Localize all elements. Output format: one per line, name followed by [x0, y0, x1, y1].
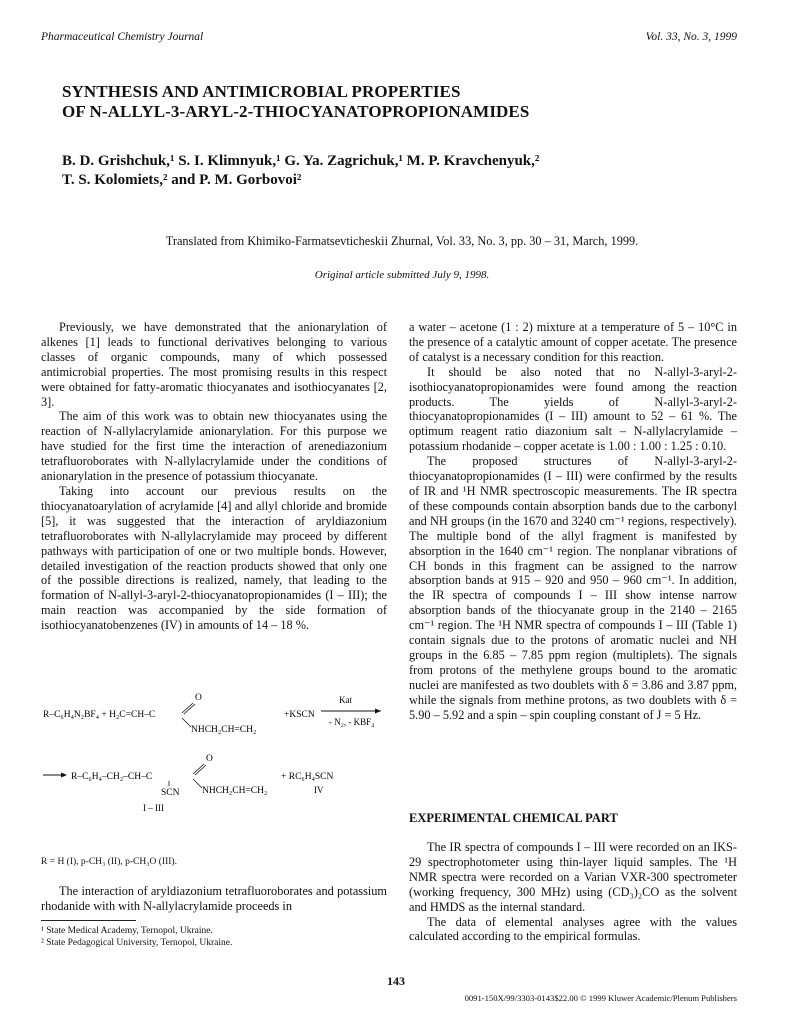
scheme-side-product: + RC₆H₄SCN [281, 772, 334, 782]
scheme-byproducts: - N₂, - KBF₄ [329, 717, 375, 727]
scheme-oxygen-2: O [206, 754, 213, 764]
article-title [62, 82, 742, 122]
paragraph: The IR spectra of compounds I – III were recorded on an IKS-29 spectrophotometer using thin-layer liquid samples. The ¹H NMR spectra were recorded on a Varian VXR-300 spectrometer (working frequency, 300 MHz) using (CD₃)₂CO as the solvent and HMDS as the internal standard. [409, 840, 737, 914]
left-column [41, 320, 387, 633]
volume-info: Vol. 33, No. 3, 1999 [645, 31, 737, 43]
footnote-divider [41, 920, 136, 921]
scheme-catalyst: Kat [339, 695, 352, 705]
scheme-label-iv: IV [314, 785, 324, 795]
scheme-reactants: R–C₆H₄N₂BF₄ + H₂C=CH–C [43, 710, 156, 720]
paragraph: The aim of this work was to obtain new thiocyanates using the reaction of N-allylacrylamide anionarylation. For this purpose we have studied for the first time the interaction of arenediazonium tetrafluoroborates with N-allylacrylamide under the conditions of anionarylation in the presence of potassium thiocyanate. [41, 409, 387, 484]
paragraph: Taking into account our previous results on the thiocyanatoarylation of acrylamide [4] and allyl chloride and bromide [5], it was suggested that the interaction of aryldiazonium tetrafluoroborates with N-allylacrylamide may proceed by different pathways with participation of one or two multiple bonds. However, detailed investigation of the reaction products showed that only one of the possible directions is realized, namely, that leading to the formation of N-allyl-3-aryl-2-thiocyanatopropionamides (I – III); the main reaction was accompanied by the side formation of isothiocyanatobenzenes (IV) in amounts of 14 – 18 %. [41, 483, 387, 633]
authors-line-1: B. D. Grishchuk,¹ S. I. Klimnyuk,¹ G. Ya. Zagrichuk,¹ M. P. Kravchenyuk,² [62, 153, 540, 169]
translation-note: Translated from Khimiko-Farmatsevticheskii Zhurnal, Vol. 33, No. 3, pp. 30 – 31, March, 1999. [165, 234, 639, 248]
scheme-amide-1: NHCH₂CH=CH₂ [191, 725, 257, 735]
reaction-scheme [41, 683, 387, 823]
footnote-2: ² State Pedagogical University, Ternopol, Ukraine. [41, 938, 233, 948]
title-line-1: SYNTHESIS AND ANTIMICROBIAL PROPERTIES [62, 82, 461, 101]
footnote-1: ¹ State Medical Academy, Ternopol, Ukraine. [41, 926, 213, 936]
paragraph: The proposed structures of N-allyl-3-aryl-2-thiocyanatopropionamides (I – III) were confirmed by the results of IR and ¹H NMR spectroscopic measurements. The IR spectra of these compounds contain absorption bands due to the carbonyl and NH groups (in the 1670 and 3240 cm⁻¹ regions, respectively). The multiple bond of the allyl fragment is manifested by absorption in the 1640 cm⁻¹ region. The nonplanar vibrations of CH bonds in this fragment can be assigned to the narrow absorption bands at 915 – 920 and 950 – 960 cm⁻¹. In addition, the IR spectra of compounds I – III show intense narrow absorption bands of the thiocyanate group in the 2140 – 2165 cm⁻¹ region. The ¹H NMR spectra of compounds I – III (Table 1) contain signals due to the protons of aromatic nuclei and NH groups in the 6.85 – 7.85 ppm region (multiplets). The signals from protons of the methylene groups bound to the aromatic nuclei are manifested as two doublets with δ = 3.86 and 3.87 ppm, while the signals from methine protons, as two doublets with δ = 5.90 – 5.92 and a spin – spin coupling constant of J = 5 Hz. [409, 454, 737, 722]
copyright-line: 0091-150X/99/3303-0143$22.00 © 1999 Kluwer Academic/Plenum Publishers [464, 993, 737, 1003]
scheme-reagent: +KSCN [284, 710, 315, 720]
paragraph: The interaction of aryldiazonium tetrafluoroborates and potassium rhodanide with with N-allylacrylamide proceeds in [41, 884, 387, 913]
section-heading: EXPERIMENTAL CHEMICAL PART [409, 811, 618, 825]
experimental-section [409, 840, 737, 944]
scheme-scn: SCN [161, 788, 180, 798]
scheme-product: R–C₆H₄–CH₂–CH–C [71, 772, 153, 782]
paragraph: The data of elemental analyses agree with the values calculated according to the empirical formulas. [409, 914, 737, 944]
paragraph: It should be also noted that no N-allyl-3-aryl-2-isothiocyanatopropionamides were found among the reaction products. The yields of N-allyl-3-aryl-2-thiocyanatopropionamides (I – III) amount to 52 – 61 %. The optimum reagent ratio diazonium salt – N-allylacrylamide – potassium rhodanide – copper acetate is 1.00 : 1.00 : 1.25 : 0.10. [409, 364, 737, 454]
right-column [409, 320, 737, 722]
scheme-amide-2: NHCH₂CH=CH₂ [202, 786, 268, 796]
paragraph: a water – acetone (1 : 2) mixture at a temperature of 5 – 10°C in the presence of a catalytic amount of copper acetate. The presence of catalyst is a necessary condition for this reaction. [409, 320, 737, 364]
scheme-label-i-iii: I – III [143, 803, 164, 813]
substituent-legend: R = H (I), p-CH₃ (II), p-CH₃O (III). [41, 857, 177, 867]
title-line-2: OF N-ALLYL-3-ARYL-2-THIOCYANATOPROPIONAMIDES [62, 102, 530, 121]
authors [62, 152, 742, 190]
page-number: 143 [387, 974, 405, 988]
journal-name: Pharmaceutical Chemistry Journal [41, 31, 204, 43]
submission-date: Original article submitted July 9, 1998. [314, 269, 490, 281]
scheme-oxygen-1: O [195, 693, 202, 703]
authors-line-2: T. S. Kolomiets,² and P. M. Gorbovoi² [62, 172, 302, 188]
paragraph: Previously, we have demonstrated that the anionarylation of alkenes [1] leads to functional derivatives belonging to various classes of organic compounds, many of which possessed antimicrobial properties. The most promising results in this respect were obtained for fatty-aromatic thiocyanates and isothiocyanates [2, 3]. [41, 320, 387, 409]
left-column-continuation [41, 884, 387, 914]
reaction-scheme-svg [41, 683, 387, 823]
